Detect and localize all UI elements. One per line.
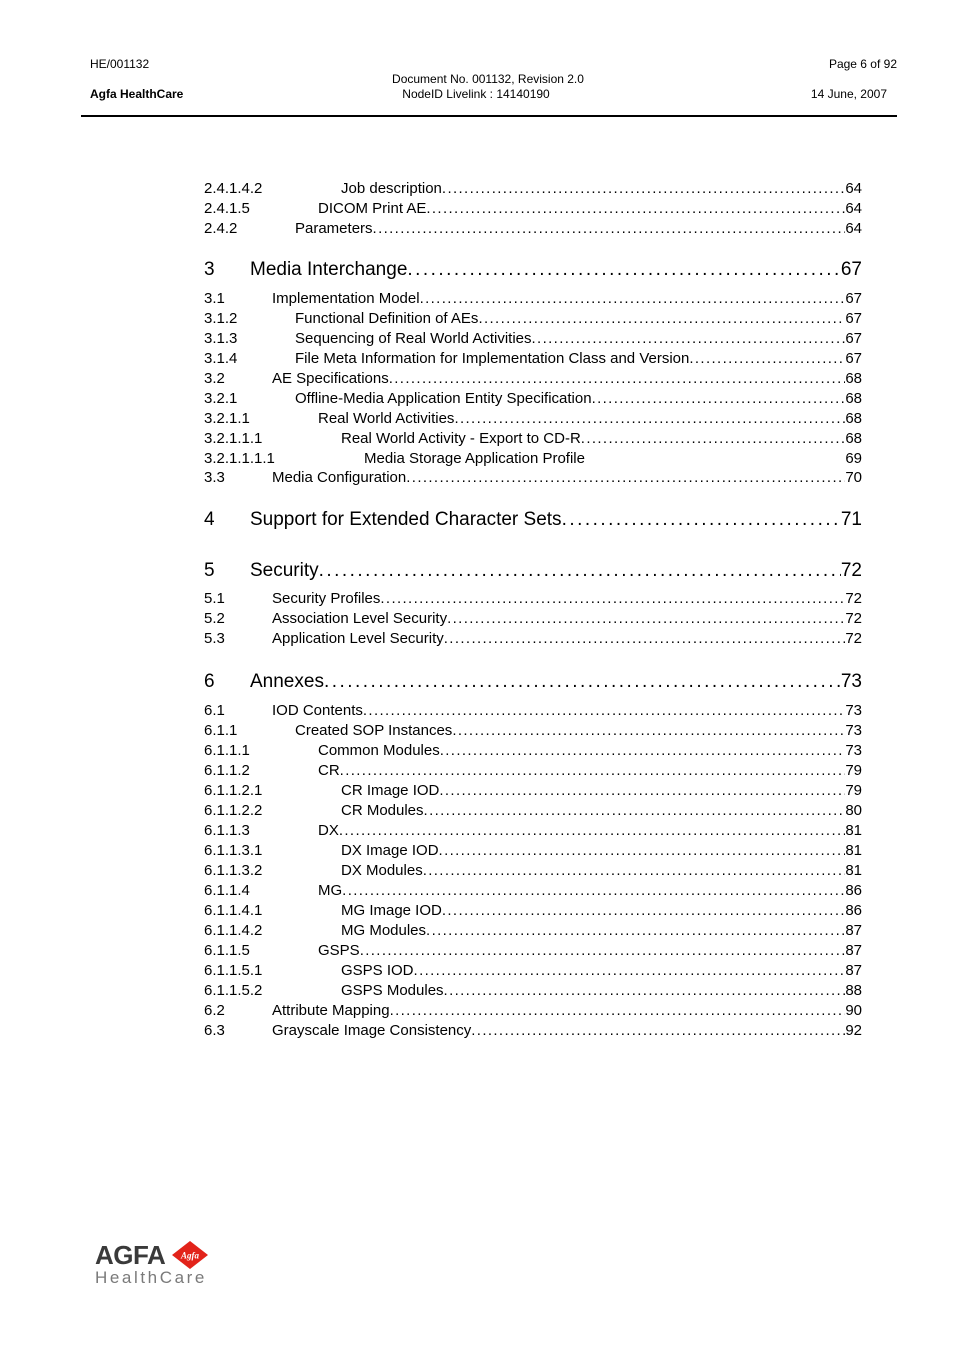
logo-subtitle: HealthCare	[95, 1268, 207, 1287]
toc-entry-number: 3.1.4	[204, 350, 238, 367]
toc-dot-leader	[340, 762, 846, 779]
toc-dot-leader	[373, 220, 846, 237]
toc-entry[interactable]	[204, 902, 862, 922]
toc-entry-number: 6.1.1	[204, 722, 238, 739]
toc-entry-number: 4	[204, 509, 215, 530]
toc-dot-leader	[414, 962, 846, 979]
toc-dot-leader	[407, 259, 840, 281]
toc-entry-page: 67	[840, 259, 862, 280]
company-name: Agfa HealthCare	[90, 87, 184, 101]
toc-dot-leader	[592, 390, 846, 407]
toc-entry-title: Real World Activities	[318, 410, 455, 427]
toc-entry[interactable]	[204, 842, 862, 862]
toc-dot-leader	[406, 469, 845, 486]
toc-entry[interactable]	[204, 742, 862, 762]
toc-entry[interactable]	[204, 310, 862, 330]
toc-entry-page: 67	[845, 330, 862, 347]
toc-entry-number: 5	[204, 560, 215, 581]
toc-dot-leader	[444, 630, 846, 647]
toc-entry-title: Grayscale Image Consistency	[272, 1022, 472, 1039]
toc-entry-page: 64	[845, 180, 862, 197]
toc-entry-page: 90	[845, 1002, 862, 1019]
toc-entry-number: 6.1.1.2.1	[204, 782, 263, 799]
toc-entry-page: 92	[845, 1022, 862, 1039]
toc-entry[interactable]	[204, 220, 862, 240]
toc-entry-page: 67	[845, 350, 862, 367]
toc-entry-title: File Meta Information for Implementation Class and Version	[295, 350, 690, 367]
toc-entry[interactable]	[204, 330, 862, 350]
toc-entry-number: 6.1.1.2	[204, 762, 250, 779]
toc-entry[interactable]	[204, 922, 862, 942]
toc-entry-page: 86	[845, 882, 862, 899]
toc-entry[interactable]	[204, 370, 862, 390]
toc-entry-page: 67	[845, 290, 862, 307]
toc-entry-page: 68	[845, 390, 862, 407]
toc-entry[interactable]	[204, 450, 862, 470]
toc-dot-leader	[424, 802, 846, 819]
toc-dot-leader	[452, 722, 845, 739]
toc-entry[interactable]	[204, 469, 862, 489]
toc-dot-leader	[442, 180, 845, 197]
toc-entry-number: 6.1.1.2.2	[204, 802, 263, 819]
toc-entry[interactable]	[204, 560, 862, 586]
toc-entry-title: Offline-Media Application Entity Specification	[295, 390, 592, 407]
toc-entry-page: 68	[845, 430, 862, 447]
toc-entry-number: 6.1.1.5	[204, 942, 250, 959]
toc-entry[interactable]	[204, 982, 862, 1002]
toc-dot-leader	[454, 410, 845, 427]
toc-entry-title: IOD Contents	[272, 702, 363, 719]
toc-entry-page: 71	[840, 509, 862, 530]
toc-entry-number: 6.3	[204, 1022, 225, 1039]
toc-dot-leader	[342, 882, 845, 899]
toc-entry-page: 81	[845, 862, 862, 879]
toc-entry-number: 6.1.1.4.2	[204, 922, 263, 939]
toc-dot-leader	[447, 610, 845, 627]
toc-entry-number: 3.2	[204, 370, 225, 387]
toc-entry-title: MG Image IOD	[341, 902, 442, 919]
toc-entry-number: 3.2.1.1.1	[204, 430, 263, 447]
toc-entry[interactable]	[204, 390, 862, 410]
toc-dot-leader	[442, 902, 845, 919]
toc-entry[interactable]	[204, 722, 862, 742]
toc-entry-title: MG	[318, 882, 343, 899]
toc-entry-title: Job description	[341, 180, 442, 197]
toc-entry-page: 86	[845, 902, 862, 919]
toc-entry[interactable]	[204, 882, 862, 902]
toc-entry-page: 81	[845, 842, 862, 859]
toc-dot-leader	[532, 330, 846, 347]
toc-entry[interactable]	[204, 509, 862, 535]
toc-entry-title: GSPS Modules	[341, 982, 444, 999]
toc-dot-leader	[440, 742, 846, 759]
toc-entry-title: Annexes	[250, 671, 324, 692]
toc-entry[interactable]	[204, 782, 862, 802]
toc-entry-number: 6.1.1.5.1	[204, 962, 263, 979]
toc-entry[interactable]	[204, 1002, 862, 1022]
toc-entry-number: 6.1.1.4	[204, 882, 250, 899]
toc-entry-page: 70	[845, 469, 862, 486]
toc-dot-leader	[389, 370, 846, 387]
toc-entry-title: Parameters	[295, 220, 373, 237]
toc-dot-leader	[360, 942, 846, 959]
toc-entry-title: GSPS IOD	[341, 962, 414, 979]
toc-entry[interactable]	[204, 822, 862, 842]
toc-entry-page: 72	[845, 590, 862, 607]
toc-dot-leader	[324, 671, 841, 693]
toc-entry[interactable]	[204, 862, 862, 882]
toc-entry-number: 6.1.1.1	[204, 742, 250, 759]
toc-entry-page: 88	[845, 982, 862, 999]
toc-entry-number: 6.1.1.5.2	[204, 982, 263, 999]
toc-entry-title: Created SOP Instances	[295, 722, 453, 739]
toc-entry-number: 3.2.1	[204, 390, 238, 407]
toc-entry-number: 2.4.1.4.2	[204, 180, 263, 197]
toc-entry-page: 73	[845, 722, 862, 739]
toc-entry-page: 72	[845, 630, 862, 647]
toc-entry-page: 73	[845, 742, 862, 759]
toc-entry-title: Common Modules	[318, 742, 440, 759]
rhombus-label: Agfa	[181, 1250, 199, 1261]
toc-entry-title: Media Interchange	[250, 259, 408, 280]
toc-entry[interactable]	[204, 410, 862, 430]
toc-entry-title: Real World Activity - Export to CD-R	[341, 430, 581, 447]
toc-dot-leader	[363, 702, 845, 719]
toc-entry-number: 6.1.1.4.1	[204, 902, 263, 919]
toc-entry[interactable]	[204, 942, 862, 962]
toc-entry-page: 64	[845, 200, 862, 217]
toc-entry-page: 72	[845, 610, 862, 627]
toc-entry[interactable]	[204, 671, 862, 697]
toc-entry-page: 73	[845, 702, 862, 719]
toc-entry-title: CR	[318, 762, 340, 779]
toc-entry-number: 6.2	[204, 1002, 225, 1019]
toc-dot-leader	[423, 862, 846, 879]
toc-entry-number: 3.2.1.1.1.1	[204, 450, 275, 467]
toc-entry-number: 2.4.1.5	[204, 200, 250, 217]
toc-entry-number: 5.3	[204, 630, 225, 647]
toc-entry-title: CR Modules	[341, 802, 424, 819]
toc-entry[interactable]	[204, 630, 862, 650]
toc-entry-title: Media Configuration	[272, 469, 407, 486]
toc-entry-title: Media Storage Application Profile	[364, 450, 585, 467]
toc-entry-title: Implementation Model	[272, 290, 420, 307]
toc-dot-leader	[444, 982, 846, 999]
toc-entry[interactable]	[204, 290, 862, 310]
toc-entry-number: 3.1.3	[204, 330, 238, 347]
toc-entry-number: 6.1.1.3.2	[204, 862, 263, 879]
toc-entry-title: GSPS	[318, 942, 360, 959]
toc-entry-title: Sequencing of Real World Activities	[295, 330, 532, 347]
toc-entry-page: 69	[845, 450, 862, 467]
toc-entry-page: 79	[845, 762, 862, 779]
toc-entry-page: 80	[845, 802, 862, 819]
toc-entry-page: 67	[845, 310, 862, 327]
toc-entry[interactable]	[204, 259, 862, 285]
toc-entry-page: 81	[845, 822, 862, 839]
node-id: NodeID Livelink : 14140190	[402, 87, 550, 101]
toc-entry-title: Application Level Security	[272, 630, 444, 647]
toc-entry[interactable]	[204, 702, 862, 722]
toc-entry-number: 5.1	[204, 590, 225, 607]
toc-dot-leader	[390, 1002, 846, 1019]
document-date: 14 June, 2007	[810, 87, 887, 101]
toc-entry-number: 6.1.1.3.1	[204, 842, 263, 859]
toc-entry-title: Attribute Mapping	[272, 1002, 390, 1019]
header-divider	[81, 115, 897, 117]
toc-entry-title: DX Modules	[341, 862, 423, 879]
toc-entry-number: 3.2.1.1	[204, 410, 250, 427]
toc-dot-leader	[339, 822, 845, 839]
toc-entry-number: 5.2	[204, 610, 225, 627]
toc-entry[interactable]	[204, 610, 862, 630]
toc-entry-page: 68	[845, 370, 862, 387]
toc-entry-title: DX Image IOD	[341, 842, 439, 859]
toc-entry[interactable]	[204, 802, 862, 822]
page-indicator: Page 6 of 92	[828, 57, 897, 71]
toc-dot-leader	[439, 782, 845, 799]
toc-dot-leader	[426, 200, 845, 217]
toc-entry-title: Security	[250, 560, 319, 581]
toc-entry-number: 3	[204, 259, 215, 280]
toc-dot-leader	[689, 350, 845, 367]
toc-entry-page: 87	[845, 962, 862, 979]
toc-entry[interactable]	[204, 350, 862, 370]
toc-entry-title: DX	[318, 822, 339, 839]
toc-entry-number: 6.1	[204, 702, 225, 719]
toc-dot-leader	[581, 430, 846, 447]
toc-entry-number: 3.3	[204, 469, 225, 486]
toc-entry-page: 87	[845, 942, 862, 959]
toc-dot-leader	[420, 290, 846, 307]
toc-entry-number: 3.1.2	[204, 310, 238, 327]
toc-entry-title: Association Level Security	[272, 610, 448, 627]
toc-entry[interactable]	[204, 1022, 862, 1042]
toc-dot-leader	[562, 509, 841, 531]
logo-wordmark: AGFA	[95, 1240, 166, 1270]
toc-entry-title: Functional Definition of AEs	[295, 310, 479, 327]
toc-entry[interactable]	[204, 430, 862, 450]
toc-entry[interactable]	[204, 962, 862, 982]
toc-entry-title: CR Image IOD	[341, 782, 440, 799]
toc-dot-leader	[471, 1022, 845, 1039]
agfa-rhombus-icon	[171, 1240, 209, 1270]
toc-dot-leader	[380, 590, 845, 607]
toc-dot-leader	[478, 310, 845, 327]
toc-entry-page: 79	[845, 782, 862, 799]
toc-entry[interactable]	[204, 590, 862, 610]
toc-entry-title: AE Specifications	[272, 370, 389, 387]
toc-dot-leader	[319, 560, 841, 582]
toc-entry-number: 6.1.1.3	[204, 822, 250, 839]
toc-dot-leader	[439, 842, 846, 859]
toc-entry-title: Security Profiles	[272, 590, 381, 607]
document-number: Document No. 001132, Revision 2.0	[392, 72, 584, 86]
toc-entry-number: 3.1	[204, 290, 225, 307]
toc-entry[interactable]	[204, 180, 862, 200]
toc-entry-title: Support for Extended Character Sets	[250, 509, 562, 530]
document-code: HE/001132	[90, 57, 150, 71]
toc-entry-page: 73	[840, 671, 862, 692]
toc-entry-page: 64	[845, 220, 862, 237]
toc-entry-page: 68	[845, 410, 862, 427]
toc-entry[interactable]	[204, 762, 862, 782]
toc-entry-page: 87	[845, 922, 862, 939]
toc-entry-title: MG Modules	[341, 922, 427, 939]
toc-entry-title: DICOM Print AE	[318, 200, 427, 217]
toc-entry-page: 72	[840, 560, 862, 581]
toc-entry[interactable]	[204, 200, 862, 220]
toc-entry-number: 6	[204, 671, 215, 692]
toc-entry-number: 2.4.2	[204, 220, 238, 237]
toc-dot-leader	[426, 922, 845, 939]
